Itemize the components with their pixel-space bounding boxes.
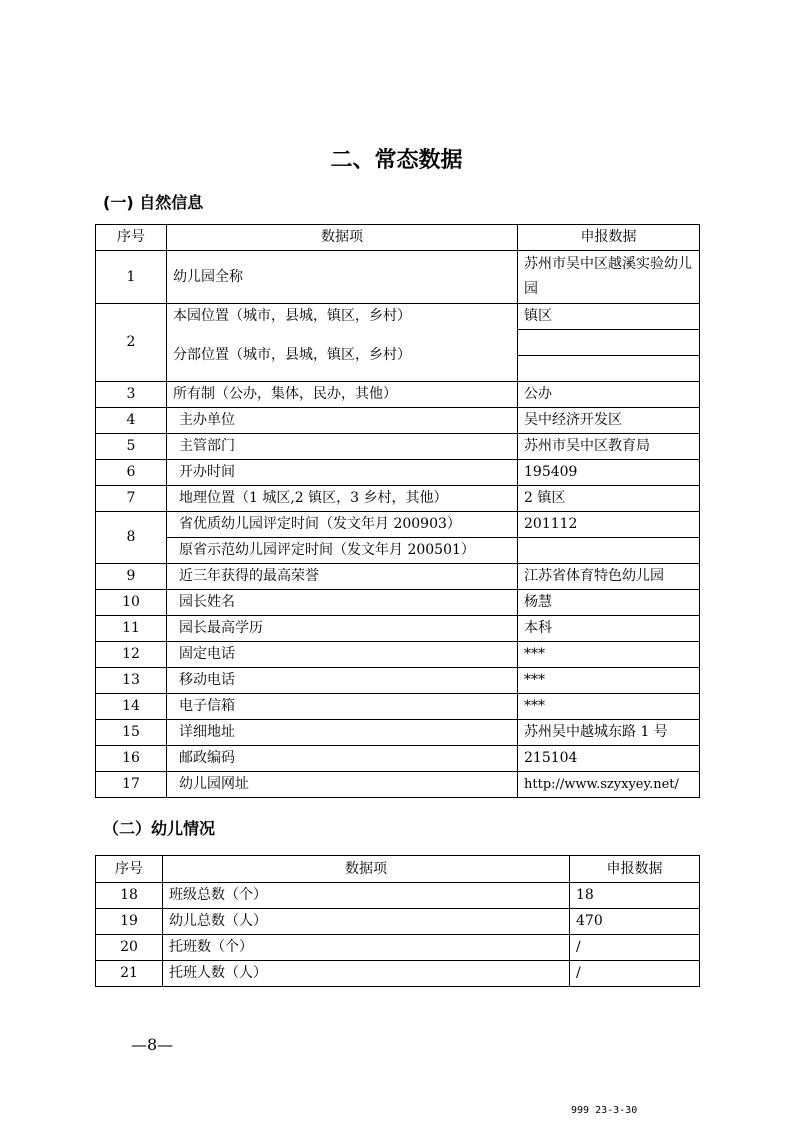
row-value: 本科 (518, 616, 700, 642)
table-row (96, 909, 700, 935)
table-row (96, 434, 700, 460)
row-value-url: http://www.szyxyey.net/ (518, 772, 700, 798)
row-item: 班级总数（个） (163, 883, 570, 909)
row-value: 江苏省体育特色幼儿园 (518, 564, 700, 590)
row-no: 1 (96, 251, 167, 304)
natural-info-table (95, 224, 700, 798)
row-value: *** (518, 668, 700, 694)
table-row (96, 408, 700, 434)
row-item: 托班人数（人） (163, 961, 570, 987)
row-item: 园长最高学历 (167, 616, 518, 642)
table-row (96, 694, 700, 720)
row-value: 215104 (518, 746, 700, 772)
row-no: 14 (96, 694, 167, 720)
row-item: 详细地址 (167, 720, 518, 746)
table-row (96, 460, 700, 486)
row-no: 7 (96, 486, 167, 512)
row-no: 19 (96, 909, 163, 935)
row-value: 18 (570, 883, 700, 909)
row-value: 195409 (518, 460, 700, 486)
table-header-row (96, 856, 700, 883)
row-no: 20 (96, 935, 163, 961)
table-row (96, 668, 700, 694)
row-value: / (570, 935, 700, 961)
table-row (96, 883, 700, 909)
row-no: 18 (96, 883, 163, 909)
table-row (96, 512, 700, 538)
row-value: 201112 (518, 512, 700, 538)
row-item: 移动电话 (167, 668, 518, 694)
row-value: / (570, 961, 700, 987)
row-no: 21 (96, 961, 163, 987)
table-row (96, 616, 700, 642)
row-item: 幼儿总数（人） (163, 909, 570, 935)
row-item: 省优质幼儿园评定时间（发文年月 200903） (167, 512, 518, 538)
row-item: 所有制（公办，集体，民办，其他） (167, 382, 518, 408)
print-stamp: 999 23-3-30 (571, 1105, 638, 1116)
row-no: 3 (96, 382, 167, 408)
header-no: 序号 (96, 225, 167, 251)
row-no: 17 (96, 772, 167, 798)
table-row (96, 935, 700, 961)
row-value: 杨慧 (518, 590, 700, 616)
header-item: 数据项 (167, 225, 518, 251)
table-row (96, 330, 700, 382)
header-item: 数据项 (163, 856, 570, 883)
row-value: 2 镇区 (518, 486, 700, 512)
section-heading-children: （二）幼儿情况 (103, 819, 216, 838)
row-value-blank-bottom (518, 356, 699, 381)
row-no: 11 (96, 616, 167, 642)
row-item: 主办单位 (167, 408, 518, 434)
row-item: 电子信箱 (167, 694, 518, 720)
page-title: 二、常态数据 (330, 148, 463, 173)
row-no: 12 (96, 642, 167, 668)
row-item: 幼儿园全称 (167, 251, 518, 304)
row-no: 4 (96, 408, 167, 434)
header-no: 序号 (96, 856, 163, 883)
table-row (96, 564, 700, 590)
table-row (96, 486, 700, 512)
row-value: *** (518, 642, 700, 668)
row-value: 苏州市吴中区教育局 (518, 434, 700, 460)
row-no: 16 (96, 746, 167, 772)
row-value-blank-top (518, 330, 699, 356)
row-item: 开办时间 (167, 460, 518, 486)
row-item: 本园位置（城市，县城，镇区，乡村） (167, 304, 518, 330)
row-item: 托班数（个） (163, 935, 570, 961)
row-no: 13 (96, 668, 167, 694)
row-item: 园长姓名 (167, 590, 518, 616)
table-header-row (96, 225, 700, 251)
table-row (96, 720, 700, 746)
table-row (96, 746, 700, 772)
table-row (96, 642, 700, 668)
header-value: 申报数据 (570, 856, 700, 883)
children-table (95, 855, 700, 987)
row-no: 10 (96, 590, 167, 616)
row-value: 吴中经济开发区 (518, 408, 700, 434)
row-item: 原省示范幼儿园评定时间（发文年月 200501） (167, 538, 518, 564)
table-row (96, 304, 700, 330)
row-value-split (518, 330, 700, 382)
table-row (96, 961, 700, 987)
row-item: 固定电话 (167, 642, 518, 668)
table-row (96, 382, 700, 408)
row-no: 8 (96, 512, 167, 564)
row-no: 6 (96, 460, 167, 486)
row-value: 苏州吴中越城东路 1 号 (518, 720, 700, 746)
row-item: 地理位置（1 城区,2 镇区，3 乡村，其他） (167, 486, 518, 512)
row-value: 苏州市吴中区越溪实验幼儿园 (518, 251, 700, 304)
row-value: *** (518, 694, 700, 720)
row-item: 分部位置（城市，县城，镇区，乡村） (167, 330, 518, 382)
table-row (96, 251, 700, 304)
row-no: 5 (96, 434, 167, 460)
table-row (96, 772, 700, 798)
row-value (518, 538, 700, 564)
row-item: 近三年获得的最高荣誉 (167, 564, 518, 590)
row-value: 镇区 (518, 304, 700, 330)
page-number: —8— (131, 1035, 174, 1054)
header-value: 申报数据 (518, 225, 700, 251)
row-no: 2 (96, 304, 167, 382)
row-value: 470 (570, 909, 700, 935)
table-row (96, 590, 700, 616)
row-item: 主管部门 (167, 434, 518, 460)
section-heading-natural-info: (一) 自然信息 (103, 193, 204, 212)
row-no: 9 (96, 564, 167, 590)
row-item: 幼儿园网址 (167, 772, 518, 798)
row-value: 公办 (518, 382, 700, 408)
table-row (96, 538, 700, 564)
row-no: 15 (96, 720, 167, 746)
row-item: 邮政编码 (167, 746, 518, 772)
